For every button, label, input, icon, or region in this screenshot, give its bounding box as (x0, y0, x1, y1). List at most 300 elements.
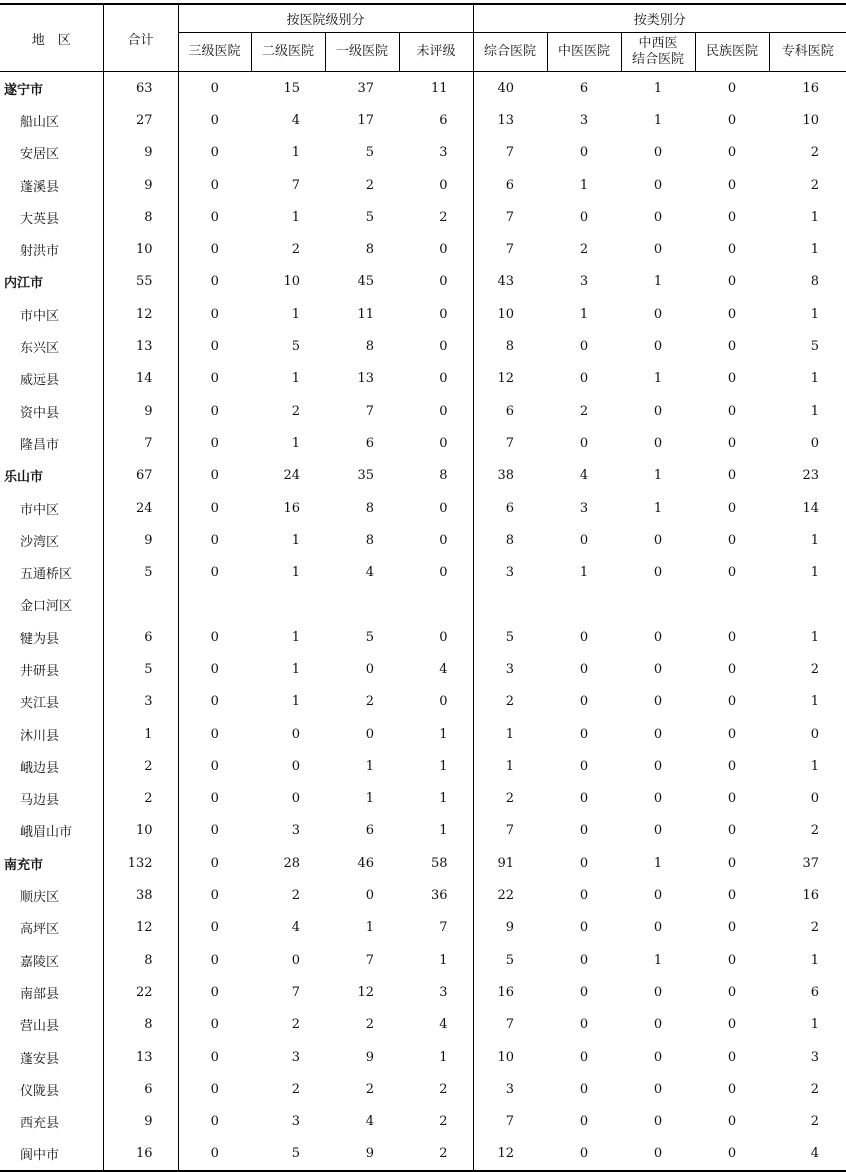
cell-type-integrated: 1 (653, 468, 663, 484)
cell-level-1: 0 (365, 726, 374, 742)
hospital-statistics-table (0, 3, 846, 1172)
cell-type-general: 6 (473, 169, 547, 201)
region-name: 马边县 (20, 793, 60, 809)
table-row (0, 912, 846, 944)
cell-type-tcm: 0 (579, 920, 589, 936)
cell-type-integrated: 0 (653, 1017, 663, 1033)
cell-level-2: 1 (291, 532, 300, 548)
cell-level-1: 35 (357, 468, 374, 484)
cell-type-integrated: 1 (653, 112, 663, 128)
cell-level-1: 5 (365, 209, 374, 225)
cell-type-integrated: 0 (653, 920, 663, 936)
table-row (0, 363, 846, 395)
cell-type-ethnic: 0 (727, 758, 737, 774)
cell-level-3: 0 (178, 686, 251, 718)
region-name: 东兴区 (20, 341, 60, 357)
cell-type-general: 3 (473, 653, 547, 685)
cell-type-tcm: 1 (579, 565, 589, 581)
cell-level-3: 0 (178, 653, 251, 685)
cell-level-3: 0 (178, 1106, 251, 1138)
cell-level-3: 0 (178, 783, 251, 815)
cell-level-2: 16 (283, 500, 300, 516)
cell-level-2: 7 (291, 177, 300, 193)
region-name: 阆中市 (20, 1148, 60, 1164)
cell-level-3: 0 (178, 266, 251, 298)
cell-level-2: 2 (291, 242, 300, 258)
cell-total: 27 (103, 104, 178, 136)
cell-type-ethnic: 0 (727, 435, 737, 451)
cell-type-specialty: 1 (810, 1017, 820, 1033)
table-row (0, 976, 846, 1008)
cell-type-tcm: 0 (579, 952, 589, 968)
cell-type-tcm: 0 (579, 209, 589, 225)
cell-type-ethnic: 0 (727, 952, 737, 968)
cell-level-2: 7 (291, 984, 300, 1000)
region-name: 沐川县 (20, 728, 60, 744)
cell-level-2: 28 (283, 855, 300, 871)
cell-type-integrated: 0 (653, 306, 663, 322)
cell-level-unrated: 6 (439, 112, 448, 128)
cell-type-general: 9 (473, 912, 547, 944)
cell-type-specialty: 23 (802, 468, 820, 484)
table-row (0, 169, 846, 201)
table-row (0, 815, 846, 847)
table-row (0, 427, 846, 459)
region-name: 内江市 (4, 276, 44, 292)
cell-type-tcm: 0 (579, 791, 589, 807)
cell-level-1: 2 (365, 694, 374, 710)
cell-level-unrated: 0 (439, 177, 448, 193)
cell-level-3: 0 (178, 524, 251, 556)
cell-type-integrated: 0 (653, 791, 663, 807)
table-row (0, 589, 846, 621)
cell-level-unrated: 3 (439, 145, 448, 161)
cell-type-tcm: 2 (579, 403, 589, 419)
cell-type-general: 6 (473, 492, 547, 524)
cell-type-specialty: 1 (810, 629, 820, 645)
cell-type-ethnic: 0 (727, 1017, 737, 1033)
cell-type-ethnic: 0 (727, 339, 737, 355)
cell-type-ethnic: 0 (727, 242, 737, 258)
cell-type-tcm: 0 (579, 629, 589, 645)
cell-level-1: 8 (365, 242, 374, 258)
cell-level-unrated: 2 (439, 1114, 448, 1130)
region-name: 隆昌市 (20, 437, 60, 453)
by-level-header: 按医院级别分 (178, 4, 473, 33)
table-row (0, 879, 846, 911)
cell-level-3: 0 (178, 944, 251, 976)
cell-level-3: 0 (178, 169, 251, 201)
cell-type-general: 7 (473, 1009, 547, 1041)
table-row (0, 750, 846, 782)
cell-type-ethnic: 0 (727, 920, 737, 936)
cell-type-tcm: 0 (579, 823, 589, 839)
cell-type-ethnic: 0 (727, 177, 737, 193)
cell-level-2: 1 (291, 435, 300, 451)
cell-level-1: 5 (365, 629, 374, 645)
region-name: 顺庆区 (20, 890, 60, 906)
cell-type-tcm: 0 (579, 661, 589, 677)
table-row (0, 1073, 846, 1105)
cell-total: 9 (103, 169, 178, 201)
cell-level-3: 0 (178, 363, 251, 395)
table-row (0, 1009, 846, 1041)
cell-total: 8 (103, 201, 178, 233)
region-name: 高坪区 (20, 922, 60, 938)
cell-level-2: 1 (291, 565, 300, 581)
cell-total: 67 (103, 460, 178, 492)
cell-type-integrated: 1 (653, 500, 663, 516)
cell-level-unrated (399, 589, 473, 621)
cell-level-1: 6 (365, 823, 374, 839)
region-name: 嘉陵区 (20, 954, 60, 970)
cell-level-2: 1 (291, 371, 300, 387)
region-name: 井研县 (20, 663, 60, 679)
table-row (0, 556, 846, 588)
cell-level-2: 2 (291, 403, 300, 419)
cell-type-tcm: 1 (579, 177, 589, 193)
cell-type-specialty: 1 (810, 306, 820, 322)
cell-type-integrated: 1 (653, 855, 663, 871)
cell-type-specialty: 1 (810, 952, 820, 968)
cell-total: 5 (103, 556, 178, 588)
cell-total: 24 (103, 492, 178, 524)
region-name: 大英县 (20, 211, 60, 227)
cell-type-integrated: 1 (653, 952, 663, 968)
cell-level-1: 2 (365, 177, 374, 193)
cell-type-integrated: 0 (653, 1146, 663, 1162)
region-name: 市中区 (20, 308, 60, 324)
cell-total: 12 (103, 298, 178, 330)
region-name: 蓬安县 (20, 1051, 60, 1067)
cell-level-2: 1 (291, 629, 300, 645)
cell-total: 63 (103, 72, 178, 105)
cell-level-2: 1 (291, 145, 300, 161)
cell-type-ethnic: 0 (727, 209, 737, 225)
cell-level-2 (251, 589, 325, 621)
cell-level-1: 1 (365, 920, 374, 936)
cell-type-ethnic: 0 (727, 112, 737, 128)
table-row (0, 266, 846, 298)
cell-type-specialty: 16 (802, 80, 820, 96)
cell-type-ethnic: 0 (727, 791, 737, 807)
table-row (0, 686, 846, 718)
region-name: 峨边县 (20, 760, 60, 776)
cell-type-specialty: 14 (802, 500, 820, 516)
table-row (0, 460, 846, 492)
cell-level-unrated: 2 (439, 209, 448, 225)
cell-level-2: 24 (283, 468, 300, 484)
cell-type-tcm (547, 589, 621, 621)
cell-level-1: 8 (365, 339, 374, 355)
cell-type-general: 13 (473, 104, 547, 136)
cell-level-2: 2 (291, 888, 300, 904)
cell-type-integrated: 0 (653, 694, 663, 710)
cell-type-specialty: 6 (810, 984, 820, 1000)
cell-type-general: 12 (473, 1138, 547, 1171)
cell-level-unrated: 8 (439, 468, 448, 484)
cell-total: 16 (103, 1138, 178, 1171)
cell-type-general: 8 (473, 524, 547, 556)
table-row (0, 1138, 846, 1171)
cell-type-ethnic: 0 (727, 274, 737, 290)
cell-level-unrated: 0 (439, 403, 448, 419)
cell-type-general: 7 (473, 1106, 547, 1138)
cell-type-tcm: 0 (579, 371, 589, 387)
cell-type-integrated: 0 (653, 726, 663, 742)
cell-level-1: 8 (365, 532, 374, 548)
cell-level-unrated: 0 (439, 435, 448, 451)
cell-level-3: 0 (178, 137, 251, 169)
cell-type-general: 3 (473, 556, 547, 588)
cell-level-unrated: 58 (430, 855, 448, 871)
cell-level-3: 0 (178, 201, 251, 233)
cell-type-ethnic: 0 (727, 532, 737, 548)
cell-type-integrated: 0 (653, 1049, 663, 1065)
cell-level-3: 0 (178, 104, 251, 136)
cell-type-general: 5 (473, 621, 547, 653)
cell-total: 8 (103, 1009, 178, 1041)
cell-level-1: 1 (365, 791, 374, 807)
table-row (0, 233, 846, 265)
table-row (0, 1041, 846, 1073)
region-name: 金口河区 (20, 599, 73, 615)
cell-type-integrated: 0 (653, 629, 663, 645)
cell-type-tcm: 0 (579, 1017, 589, 1033)
cell-type-tcm: 0 (579, 694, 589, 710)
cell-type-ethnic (695, 589, 769, 621)
cell-type-integrated: 0 (653, 1081, 663, 1097)
cell-total: 6 (103, 1073, 178, 1105)
table-row (0, 395, 846, 427)
cell-level-1: 2 (365, 1081, 374, 1097)
cell-type-tcm: 0 (579, 1049, 589, 1065)
level-col-header: 一级医院 (325, 33, 399, 72)
cell-type-specialty: 1 (810, 532, 820, 548)
cell-level-2: 0 (291, 726, 300, 742)
cell-total: 9 (103, 1106, 178, 1138)
region-name: 南充市 (4, 857, 44, 873)
cell-level-unrated: 0 (439, 274, 448, 290)
table-row (0, 330, 846, 362)
level-col-header: 未评级 (399, 33, 473, 72)
cell-type-general: 3 (473, 1073, 547, 1105)
table-row (0, 137, 846, 169)
cell-type-specialty: 1 (810, 242, 820, 258)
cell-total (103, 589, 178, 621)
cell-type-ethnic: 0 (727, 661, 737, 677)
cell-level-2: 0 (291, 791, 300, 807)
cell-type-tcm: 1 (579, 306, 589, 322)
cell-level-2: 3 (291, 1114, 300, 1130)
cell-type-general: 7 (473, 427, 547, 459)
cell-level-2: 10 (283, 274, 300, 290)
cell-type-general: 5 (473, 944, 547, 976)
cell-total: 1 (103, 718, 178, 750)
cell-type-ethnic: 0 (727, 1146, 737, 1162)
cell-type-specialty: 37 (802, 855, 820, 871)
cell-type-integrated: 1 (653, 80, 663, 96)
cell-type-ethnic: 0 (727, 888, 737, 904)
cell-type-specialty: 1 (810, 565, 820, 581)
cell-type-specialty: 10 (802, 112, 820, 128)
cell-type-integrated: 0 (653, 209, 663, 225)
cell-type-ethnic: 0 (727, 500, 737, 516)
region-header: 地 区 (31, 32, 71, 48)
cell-type-general: 6 (473, 395, 547, 427)
cell-type-tcm: 0 (579, 145, 589, 161)
cell-level-unrated: 2 (439, 1146, 448, 1162)
table-row (0, 944, 846, 976)
cell-level-1: 7 (365, 952, 374, 968)
region-name: 遂宁市 (4, 82, 44, 98)
region-name: 营山县 (20, 1019, 60, 1035)
cell-level-unrated: 0 (439, 532, 448, 548)
region-name: 射洪市 (20, 244, 60, 260)
table-row (0, 783, 846, 815)
cell-level-1: 11 (357, 306, 374, 322)
cell-type-integrated: 0 (653, 758, 663, 774)
cell-type-ethnic: 0 (727, 855, 737, 871)
cell-type-specialty: 5 (810, 339, 820, 355)
type-col-header: 中医医院 (547, 33, 621, 72)
cell-level-2: 15 (283, 80, 300, 96)
region-name: 犍为县 (20, 631, 60, 647)
cell-level-1: 0 (365, 888, 374, 904)
cell-level-2: 1 (291, 661, 300, 677)
cell-total: 5 (103, 653, 178, 685)
cell-level-1: 9 (365, 1049, 374, 1065)
cell-type-ethnic: 0 (727, 694, 737, 710)
cell-level-2: 1 (291, 694, 300, 710)
cell-type-ethnic: 0 (727, 726, 737, 742)
cell-level-unrated: 2 (439, 1081, 448, 1097)
cell-level-unrated: 0 (439, 339, 448, 355)
type-col-header: 专科医院 (769, 33, 846, 72)
cell-total: 9 (103, 137, 178, 169)
cell-level-unrated: 0 (439, 565, 448, 581)
cell-type-ethnic: 0 (727, 823, 737, 839)
cell-type-tcm: 0 (579, 758, 589, 774)
cell-level-3: 0 (178, 1073, 251, 1105)
region-name: 峨眉山市 (20, 825, 73, 841)
cell-level-unrated: 1 (439, 952, 448, 968)
cell-type-ethnic: 0 (727, 371, 737, 387)
cell-total: 8 (103, 944, 178, 976)
cell-type-specialty: 1 (810, 694, 820, 710)
cell-type-general: 7 (473, 137, 547, 169)
cell-level-unrated: 3 (439, 984, 448, 1000)
region-name: 乐山市 (4, 470, 44, 486)
cell-total: 132 (103, 847, 178, 879)
cell-type-general: 7 (473, 815, 547, 847)
cell-level-2: 5 (291, 1146, 300, 1162)
cell-level-unrated: 4 (439, 1017, 448, 1033)
cell-type-ethnic: 0 (727, 403, 737, 419)
cell-type-ethnic: 0 (727, 629, 737, 645)
cell-type-tcm: 0 (579, 855, 589, 871)
cell-type-tcm: 3 (579, 112, 589, 128)
level-col-header: 三级医院 (178, 33, 251, 72)
cell-type-specialty: 2 (810, 661, 820, 677)
region-name: 夹江县 (20, 696, 60, 712)
cell-type-integrated: 1 (653, 371, 663, 387)
cell-level-1: 17 (357, 112, 374, 128)
cell-total: 10 (103, 233, 178, 265)
region-name: 安居区 (20, 147, 60, 163)
cell-type-general: 1 (473, 718, 547, 750)
cell-total: 13 (103, 330, 178, 362)
cell-type-integrated: 0 (653, 984, 663, 1000)
region-name: 威远县 (20, 373, 60, 389)
cell-type-tcm: 0 (579, 532, 589, 548)
cell-type-integrated: 0 (653, 403, 663, 419)
cell-level-1 (325, 589, 399, 621)
table-row (0, 847, 846, 879)
cell-level-1: 45 (357, 274, 374, 290)
cell-type-specialty (769, 589, 846, 621)
cell-type-integrated: 0 (653, 661, 663, 677)
cell-level-1: 2 (365, 1017, 374, 1033)
cell-level-3: 0 (178, 912, 251, 944)
cell-total: 9 (103, 395, 178, 427)
cell-type-general: 38 (473, 460, 547, 492)
type-col-header: 民族医院 (695, 33, 769, 72)
table-row (0, 1106, 846, 1138)
region-name: 仪陇县 (20, 1083, 60, 1099)
cell-level-unrated: 36 (430, 888, 448, 904)
cell-total: 10 (103, 815, 178, 847)
cell-type-general: 40 (473, 72, 547, 105)
cell-total: 55 (103, 266, 178, 298)
cell-type-general: 1 (473, 750, 547, 782)
cell-level-1: 0 (365, 661, 374, 677)
level-col-header: 二级医院 (251, 33, 325, 72)
cell-level-2: 2 (291, 1017, 300, 1033)
cell-type-specialty: 2 (810, 920, 820, 936)
cell-total: 22 (103, 976, 178, 1008)
cell-level-unrated: 0 (439, 242, 448, 258)
cell-type-general: 16 (473, 976, 547, 1008)
cell-type-integrated: 0 (653, 145, 663, 161)
cell-level-3: 0 (178, 233, 251, 265)
cell-level-unrated: 1 (439, 758, 448, 774)
cell-level-unrated: 1 (439, 1049, 448, 1065)
cell-level-unrated: 0 (439, 306, 448, 322)
cell-type-integrated: 0 (653, 339, 663, 355)
cell-level-3: 0 (178, 460, 251, 492)
total-header: 合计 (103, 4, 178, 72)
table-row (0, 104, 846, 136)
table-row (0, 718, 846, 750)
cell-level-1: 8 (365, 500, 374, 516)
cell-level-unrated: 11 (430, 80, 448, 96)
cell-type-general: 2 (473, 686, 547, 718)
cell-type-general: 7 (473, 233, 547, 265)
cell-type-tcm: 0 (579, 888, 589, 904)
table-row (0, 298, 846, 330)
cell-type-integrated: 1 (653, 274, 663, 290)
cell-type-ethnic: 0 (727, 984, 737, 1000)
cell-level-3: 0 (178, 556, 251, 588)
table-row (0, 621, 846, 653)
cell-level-3: 0 (178, 1041, 251, 1073)
cell-type-specialty: 1 (810, 758, 820, 774)
cell-type-specialty: 16 (802, 888, 820, 904)
type-col-header: 综合医院 (473, 33, 547, 72)
cell-level-2: 0 (291, 952, 300, 968)
cell-type-integrated: 0 (653, 242, 663, 258)
